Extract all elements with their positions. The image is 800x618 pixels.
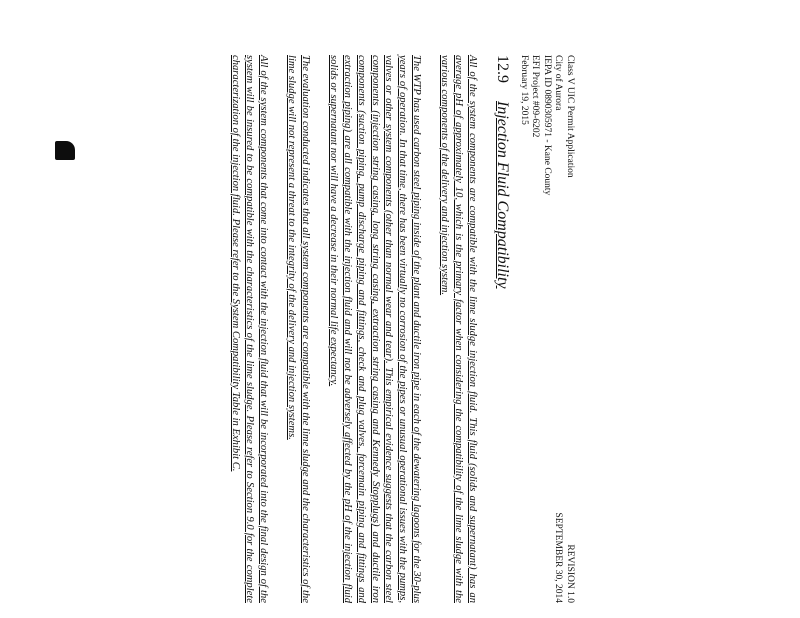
revision-date: SEPTEMBER 30, 2014 <box>553 512 564 603</box>
revision-label: REVISION 1.0 <box>565 544 575 603</box>
header-left <box>518 55 576 195</box>
paragraph: The WTP has used carbon steel piping inside of the plant and ductile iron pipe in each of the dewatering lagoons for the 30-plus years of operation. In that time, there has been virtually no corrosion of the pipes or unusual operational issues with the pumps, valves or other system components (other than normal wear and tear). This empirical evidence suggests that the carbon steel components (injection string casing, long string casing, extraction string casing and Kennedy Stopplugs) and ductile iron components (suction piping, pump discharge piping and fittings, check and plug valves, forcemain piping and fittings and extraction piping) are all compatible with the injection fluid and will not be adversely affected by the pH of the injection fluid solids or supernatant nor will have a decrease in their normal life expectancy. <box>327 55 423 603</box>
document-page <box>115 55 575 603</box>
section-heading <box>493 55 511 289</box>
paragraph: All of the system components are compatible with the lime sludge injection fluid. This fluid (solids and supernatant) has an average pH of approximately 10, which is the primary factor when considering the compatibility of the lime sludge with the various components of the delivery and injection system. <box>439 55 478 603</box>
header-left-line: EFI Project #09-6202 <box>530 55 541 138</box>
section-body <box>214 55 479 603</box>
header-left-line: IEPA ID 0890305971 - Kane County <box>542 55 552 196</box>
header-right <box>552 512 575 603</box>
header-left-line: February 19, 2015 <box>519 55 529 125</box>
header-left-line: Class V UIC Permit Application <box>565 55 575 178</box>
section-title: Injection Fluid Compatibility <box>494 101 511 289</box>
header-left-line: City of Aurora <box>553 55 564 111</box>
section-number: 12.9 <box>494 55 511 83</box>
paragraph: The evaluation conducted indicates that all system components are compatible with the lime sludge and the characteristics of the lime sludge will not represent a threat to the integrity of the delivery and injection systems. <box>286 55 311 603</box>
binder-hole-mark <box>55 141 75 160</box>
paragraph: All of the system components that come into contact with the injection fluid that will be incorporated into the final design of the system will be insured to be compatible with the characteristics of the lime sludge. Please refer to Section 9.0 for the complete characterization of the injection fluid. Please refer to the System Compatibility Table in Exhibit C. <box>230 55 270 603</box>
